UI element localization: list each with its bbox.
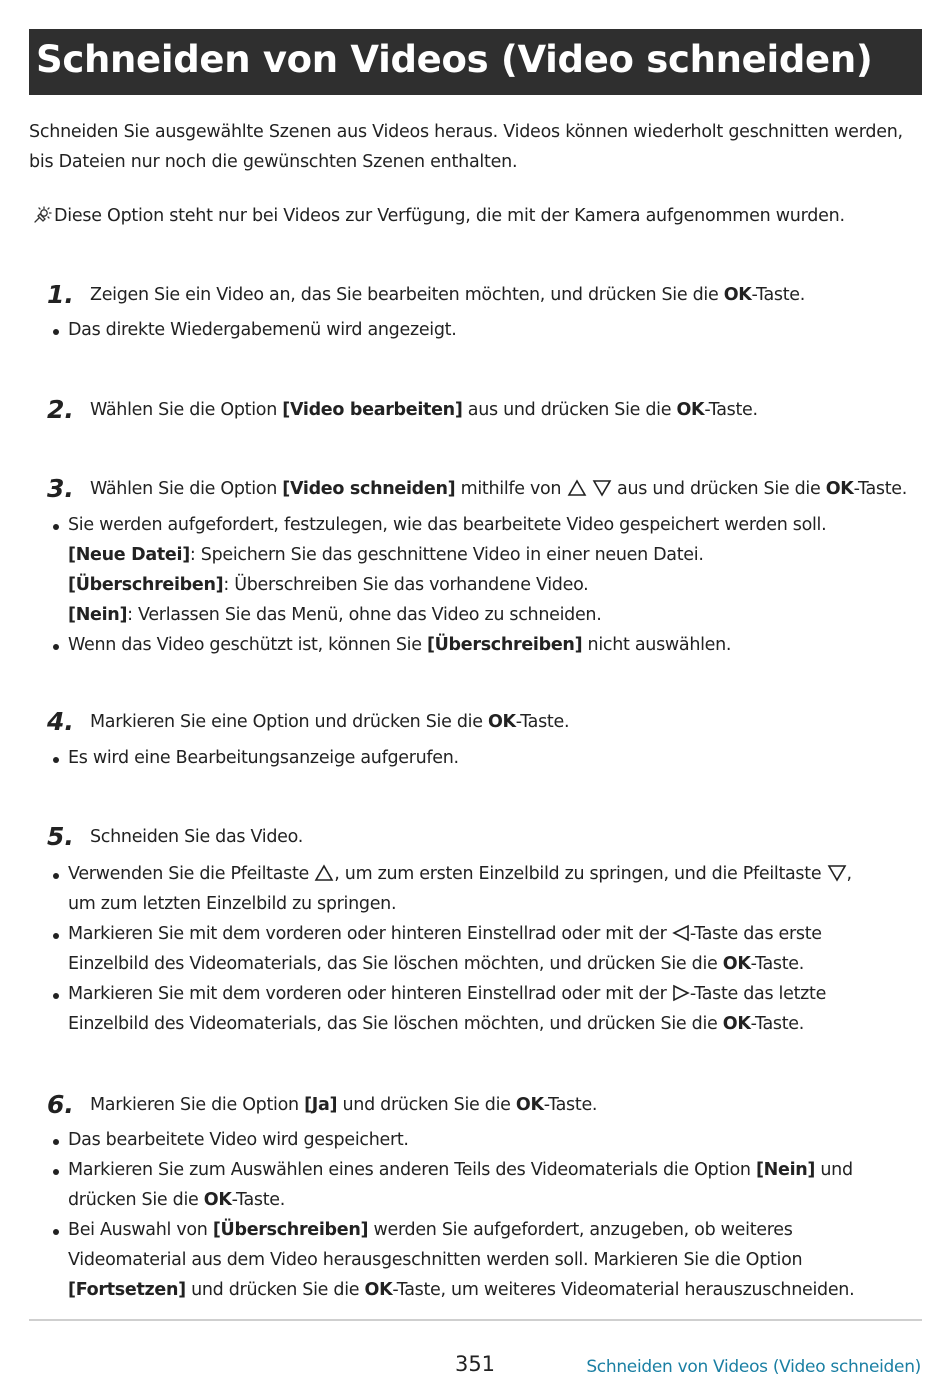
step-6-bullets [52,1125,882,1305]
intro-text: Schneiden Sie ausgewählte Szenen aus Videos heraus. Videos können wiederholt geschnitten werden, bis Dateien nur noch die gewünschten Szenen enthalten. [29,122,903,172]
list-item: Das bearbeitete Video wird gespeichert. [52,1125,882,1155]
step-4-bullets [52,743,882,773]
step-instruction: Wählen Sie die Option [Video schneiden] mithilfe von aus und drücken Sie die OK-Taste. [90,479,908,499]
right-arrow-icon [672,984,690,1002]
tip-text: Diese Option steht nur bei Videos zur Verfügung, die mit der Kamera aufgenommen wurden. [54,206,845,226]
list-item: Sie werden aufgefordert, festzulegen, wie das bearbeitete Video gespeichert werden soll. [52,510,882,540]
list-item: Wenn das Video geschützt ist, können Sie [Überschreiben] nicht auswählen. [52,630,882,660]
list-item: Markieren Sie zum Auswählen eines anderen Teils des Videomaterials die Option [Nein] und drücken Sie die OK-Taste. [52,1155,882,1215]
option-description: [Neue Datei]: Speichern Sie das geschnittene Video in einer neuen Datei. [68,545,704,565]
page-number: 351 [454,1352,496,1376]
step-number: 6. [47,1090,74,1119]
up-arrow-icon [567,479,587,497]
step-instruction: Zeigen Sie ein Video an, das Sie bearbeiten möchten, und drücken Sie die OK-Taste. [90,285,805,305]
step-instruction: Schneiden Sie das Video. [90,827,303,847]
step-instruction: Markieren Sie die Option [Ja] und drücken Sie die OK-Taste. [90,1095,598,1115]
title-bar [29,29,922,95]
step-number: 3. [47,474,74,503]
step-1-bullets [52,315,882,345]
option-description: [Überschreiben]: Überschreiben Sie das vorhandene Video. [68,575,589,595]
list-item: Markieren Sie mit dem vorderen oder hinteren Einstellrad oder mit der -Taste das letzte Einzelbild des Videomaterials, das Sie löschen möchten, und drücken Sie die OK-Taste. [52,979,882,1039]
step-3-bullets [52,510,882,660]
footer-divider [29,1319,922,1321]
list-item: Markieren Sie mit dem vorderen oder hinteren Einstellrad oder mit der -Taste das erste Einzelbild des Videomaterials, das Sie löschen möchten, und drücken Sie die OK-Taste. [52,919,882,979]
up-arrow-icon [314,864,334,882]
left-arrow-icon [672,924,690,942]
tip-note [29,201,922,231]
list-item: Es wird eine Bearbeitungsanzeige aufgerufen. [52,743,882,773]
down-arrow-icon [592,479,612,497]
tip-icon [29,204,53,228]
step-instruction: Markieren Sie eine Option und drücken Sie die OK-Taste. [90,712,570,732]
step-5-bullets [52,859,882,1039]
step-number: 4. [47,707,74,736]
option-description: [Nein]: Verlassen Sie das Menü, ohne das Video zu schneiden. [68,605,602,625]
page-title: Schneiden von Videos (Video schneiden) [36,38,873,81]
step-number: 1. [47,280,74,309]
list-item: Verwenden Sie die Pfeiltaste , um zum ersten Einzelbild zu springen, und die Pfeiltaste , um zum letzten Einzelbild zu springen. [52,859,882,919]
step-number: 5. [47,822,74,851]
step-instruction: Wählen Sie die Option [Video bearbeiten] aus und drücken Sie die OK-Taste. [90,400,758,420]
step-number: 2. [47,395,74,424]
list-item: Das direkte Wiedergabemenü wird angezeigt. [52,315,882,345]
section-link[interactable]: Schneiden von Videos (Video schneiden) [586,1357,921,1377]
down-arrow-icon [827,864,847,882]
list-item: Bei Auswahl von [Überschreiben] werden Sie aufgefordert, anzugeben, ob weiteres Videomaterial aus dem Video herausgeschnitten werden soll. Markieren Sie die Option [Fortsetzen] und drücken Sie die OK-Taste, um weiteres Videomaterial herauszuschneiden. [52,1215,882,1305]
